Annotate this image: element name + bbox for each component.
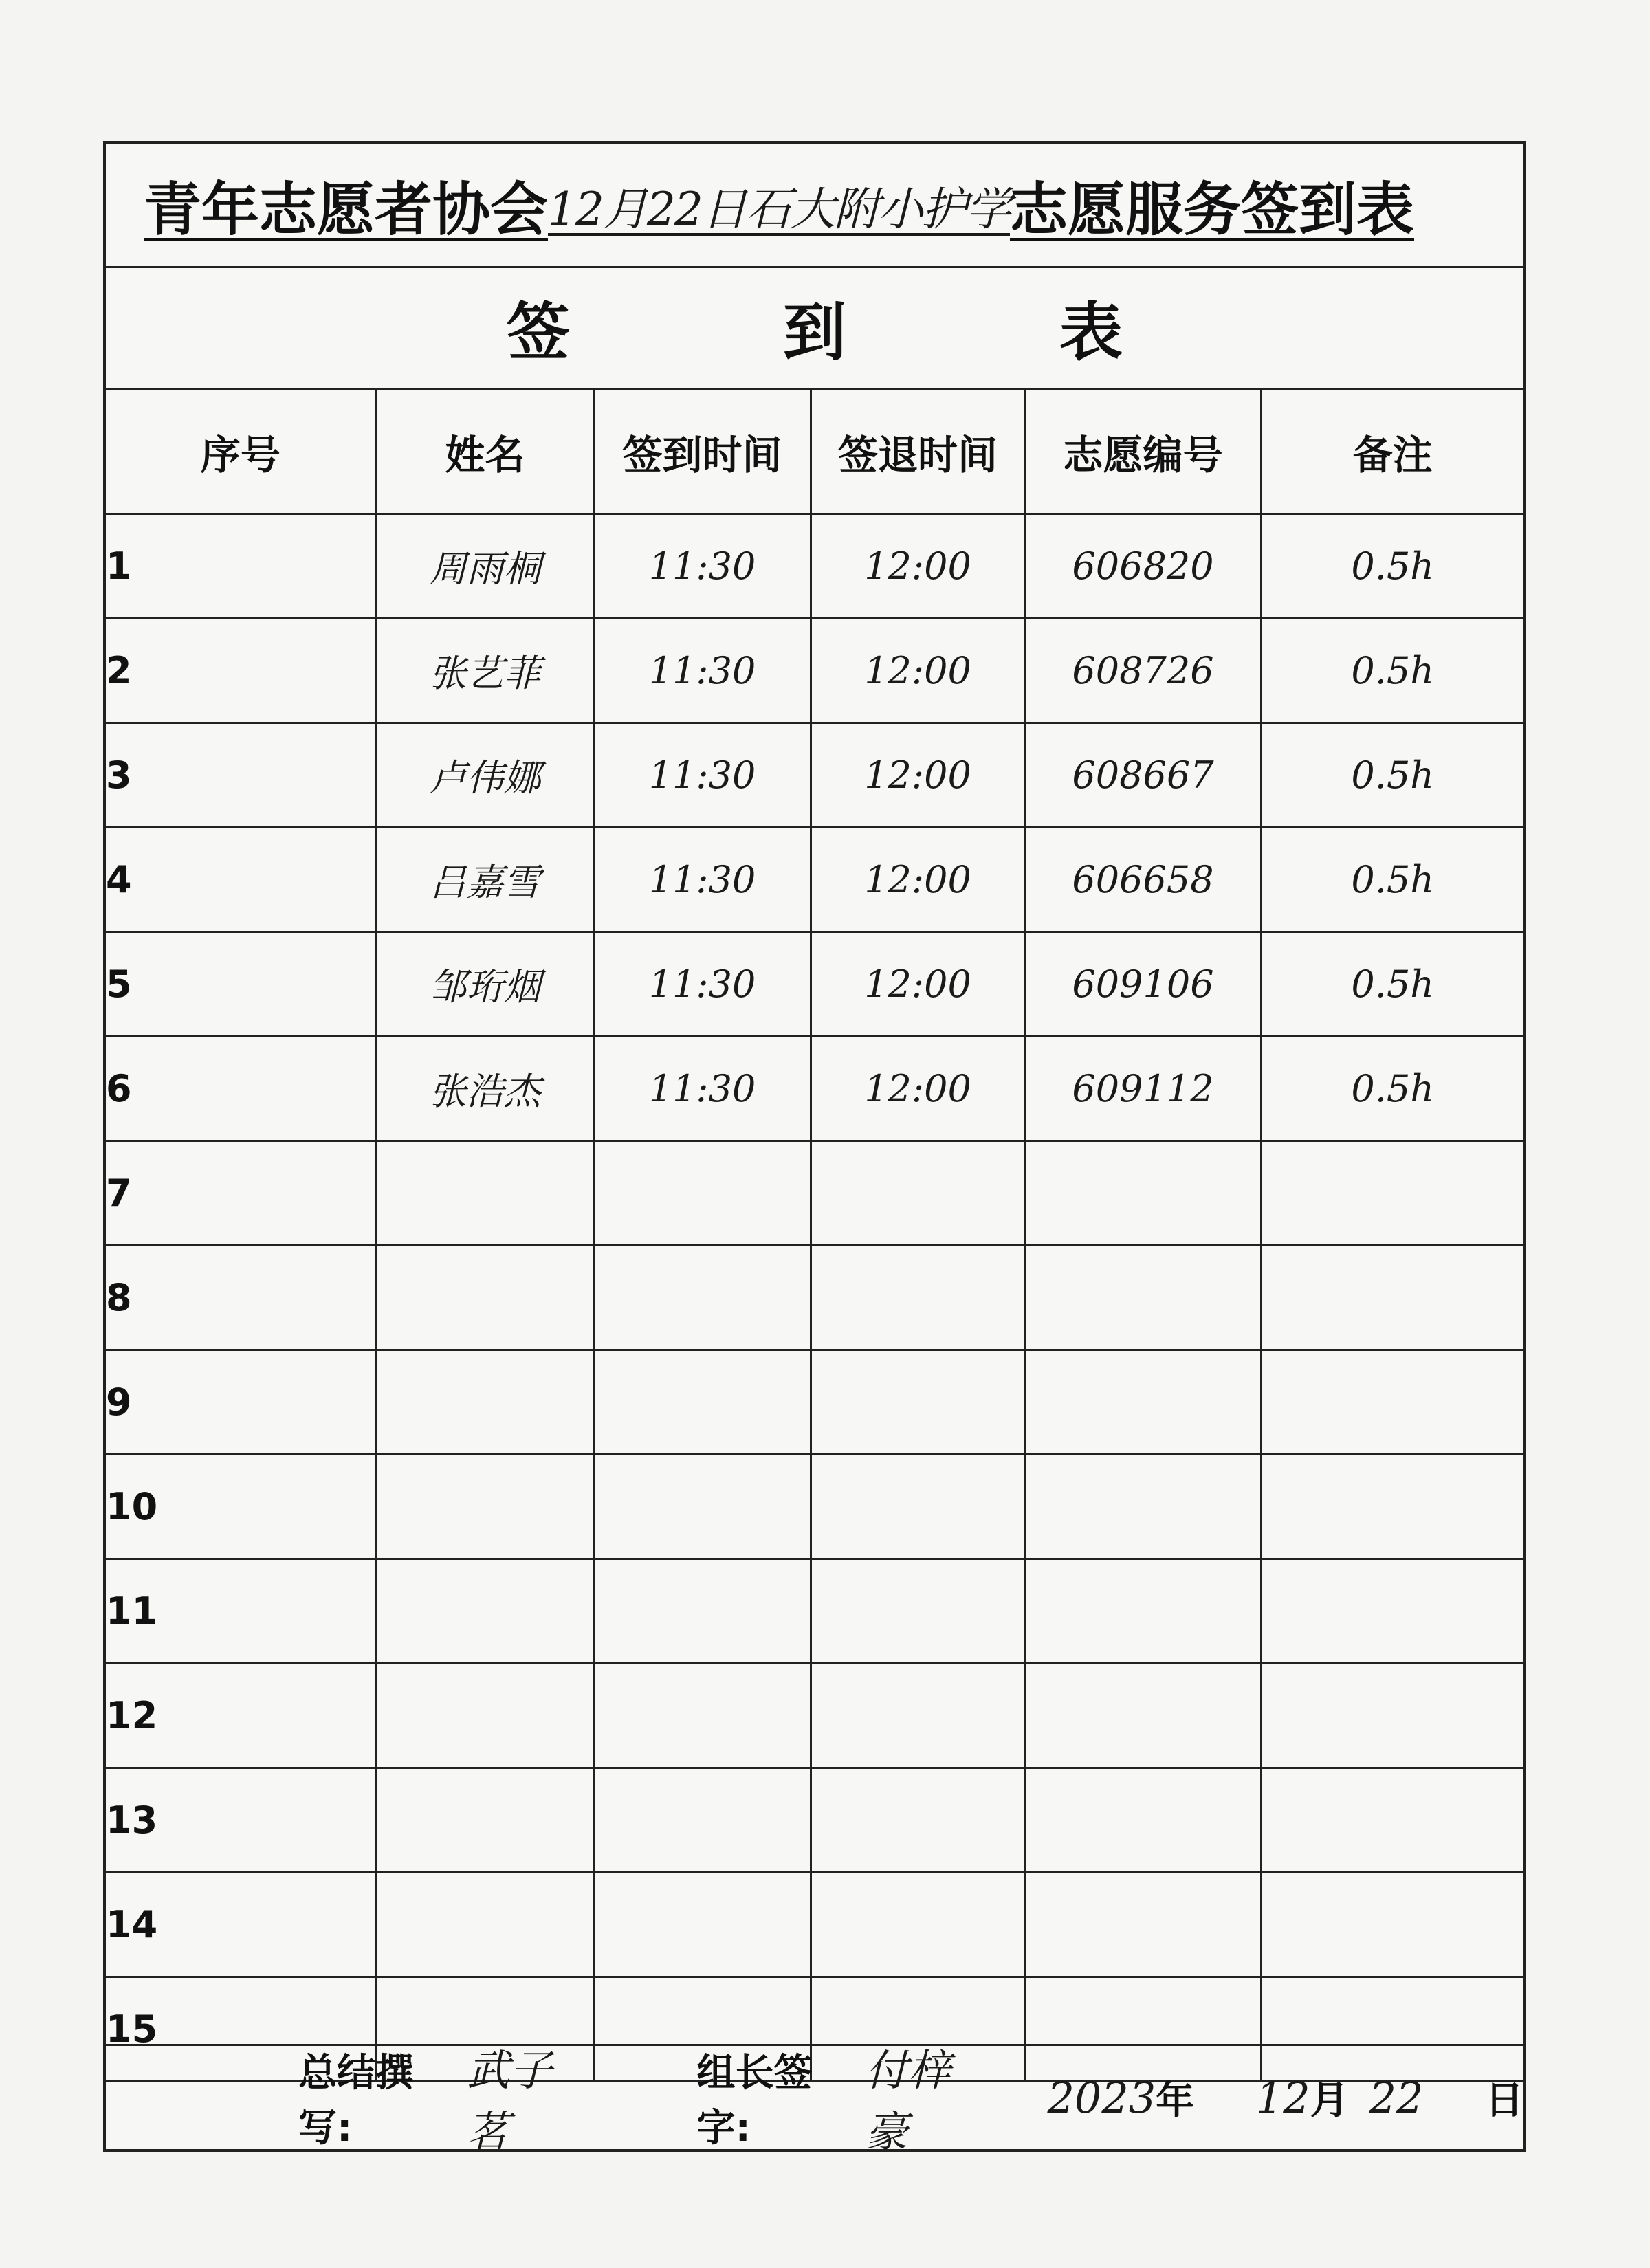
sign-in-time [594,1768,811,1873]
note [1261,1350,1524,1455]
volunteer-name [376,1873,594,1977]
volunteer-id: 606820 [1025,514,1261,619]
row-index: 13 [106,1768,376,1873]
date-month: 12 [1255,2072,1310,2123]
volunteer-id [1025,1141,1261,1246]
row-index: 7 [106,1141,376,1246]
sign-in-time [594,1350,811,1455]
table-row [106,1873,1524,1977]
col-header-volunteer-id: 志愿编号 [1025,390,1261,514]
volunteer-id: 608726 [1025,619,1261,723]
row-index: 8 [106,1246,376,1350]
col-header-index: 序号 [106,390,376,514]
row-index: 14 [106,1873,376,1977]
col-header-name: 姓名 [376,390,594,514]
table-row [106,1246,1524,1350]
volunteer-id [1025,1768,1261,1873]
note: 0.5h [1261,514,1524,619]
volunteer-name: 张艺菲 [376,619,594,723]
row-index: 11 [106,1559,376,1664]
sign-out-time: 12:00 [811,932,1025,1037]
col-header-sign-in-time: 签到时间 [594,390,811,514]
date-day: 22 [1369,2072,1424,2123]
sign-out-time [811,1246,1025,1350]
row-index: 5 [106,932,376,1037]
sign-in-time [594,1873,811,1977]
row-index: 10 [106,1455,376,1559]
note: 0.5h [1261,932,1524,1037]
volunteer-name: 邹珩烟 [376,932,594,1037]
table-row [106,932,1524,1037]
note: 0.5h [1261,723,1524,828]
table-row [106,828,1524,932]
sign-in-time [594,1141,811,1246]
summary-writer-signature: 武子茗 [467,2045,553,2157]
sign-in-time [594,1246,811,1350]
volunteer-id: 609106 [1025,932,1261,1037]
sign-out-time [811,1664,1025,1768]
sign-in-time: 11:30 [594,828,811,932]
note [1261,1559,1524,1664]
volunteer-id: 608667 [1025,723,1261,828]
row-index: 6 [106,1037,376,1141]
note: 0.5h [1261,828,1524,932]
sheet-title [106,144,1524,268]
volunteer-name [376,1246,594,1350]
sign-out-time: 12:00 [811,723,1025,828]
table-row [106,514,1524,619]
sign-in-time: 11:30 [594,1037,811,1141]
table-header-row [106,390,1524,514]
volunteer-id: 609112 [1025,1037,1261,1141]
volunteer-id [1025,1455,1261,1559]
date-year: 2023 [1047,2072,1156,2123]
note [1261,1246,1524,1350]
note: 0.5h [1261,1037,1524,1141]
date-day-unit: 日 [1485,2078,1524,2123]
title-suffix: 志愿服务签到表 [1009,175,1414,243]
title-org: 青年志愿者协会 [144,175,549,243]
row-index: 1 [106,514,376,619]
row-index: 9 [106,1350,376,1455]
sign-out-time [811,1141,1025,1246]
table-row [106,1350,1524,1455]
volunteer-name [376,1455,594,1559]
sign-in-time: 11:30 [594,619,811,723]
date-month-unit: 月 [1310,2078,1349,2123]
note [1261,1664,1524,1768]
sign-in-time [594,1455,811,1559]
table-row [106,619,1524,723]
volunteer-name: 张浩杰 [376,1037,594,1141]
note [1261,1455,1524,1559]
sign-out-time: 12:00 [811,514,1025,619]
col-header-sign-out-time: 签退时间 [811,390,1025,514]
leader-label: 组长签字: [696,2051,813,2150]
volunteer-name [376,1559,594,1664]
summary-label: 总结撰写: [298,2051,414,2150]
leader-signature: 付梓豪 [865,2045,951,2157]
volunteer-id [1025,1559,1261,1664]
sign-out-time [811,1873,1025,1977]
row-index: 3 [106,723,376,828]
volunteer-id: 606658 [1025,828,1261,932]
sign-in-time [594,1664,811,1768]
sign-in-time: 11:30 [594,514,811,619]
sign-out-time: 12:00 [811,619,1025,723]
table-row [106,723,1524,828]
row-index: 2 [106,619,376,723]
sign-out-time [811,1768,1025,1873]
sign-out-time: 12:00 [811,1037,1025,1141]
heading-text: 签到表 [507,296,1336,369]
col-header-note: 备注 [1261,390,1524,514]
row-index: 4 [106,828,376,932]
volunteer-name [376,1664,594,1768]
table-row [106,1037,1524,1141]
table-row [106,1455,1524,1559]
volunteer-name: 吕嘉雪 [376,828,594,932]
volunteer-name [376,1141,594,1246]
note: 0.5h [1261,619,1524,723]
table-heading [106,266,1524,390]
note [1261,1141,1524,1246]
sign-in-time [594,1559,811,1664]
row-index: 15 [106,1977,376,2082]
volunteer-name [376,1350,594,1455]
sign-out-time [811,1455,1025,1559]
table-row [106,1664,1524,1768]
volunteer-id [1025,1350,1261,1455]
note [1261,1768,1524,1873]
row-index: 12 [106,1664,376,1768]
date-year-unit: 年 [1156,2078,1195,2123]
table-row [106,1768,1524,1873]
table-row [106,1559,1524,1664]
attendance-table [106,388,1524,2082]
sign-in-sheet [103,141,1526,2157]
volunteer-name: 卢伟娜 [376,723,594,828]
title-handwritten-event: 12月22日石大附小护学 [548,182,1010,236]
sign-in-time: 11:30 [594,723,811,828]
sign-in-time: 11:30 [594,932,811,1037]
volunteer-id [1025,1664,1261,1768]
volunteer-id [1025,1246,1261,1350]
sheet-footer [106,2044,1524,2157]
volunteer-id [1025,1873,1261,1977]
volunteer-name [376,1768,594,1873]
sign-out-time: 12:00 [811,828,1025,932]
note [1261,1873,1524,1977]
table-row [106,1141,1524,1246]
sign-out-time [811,1350,1025,1455]
volunteer-name: 周雨桐 [376,514,594,619]
sign-out-time [811,1559,1025,1664]
